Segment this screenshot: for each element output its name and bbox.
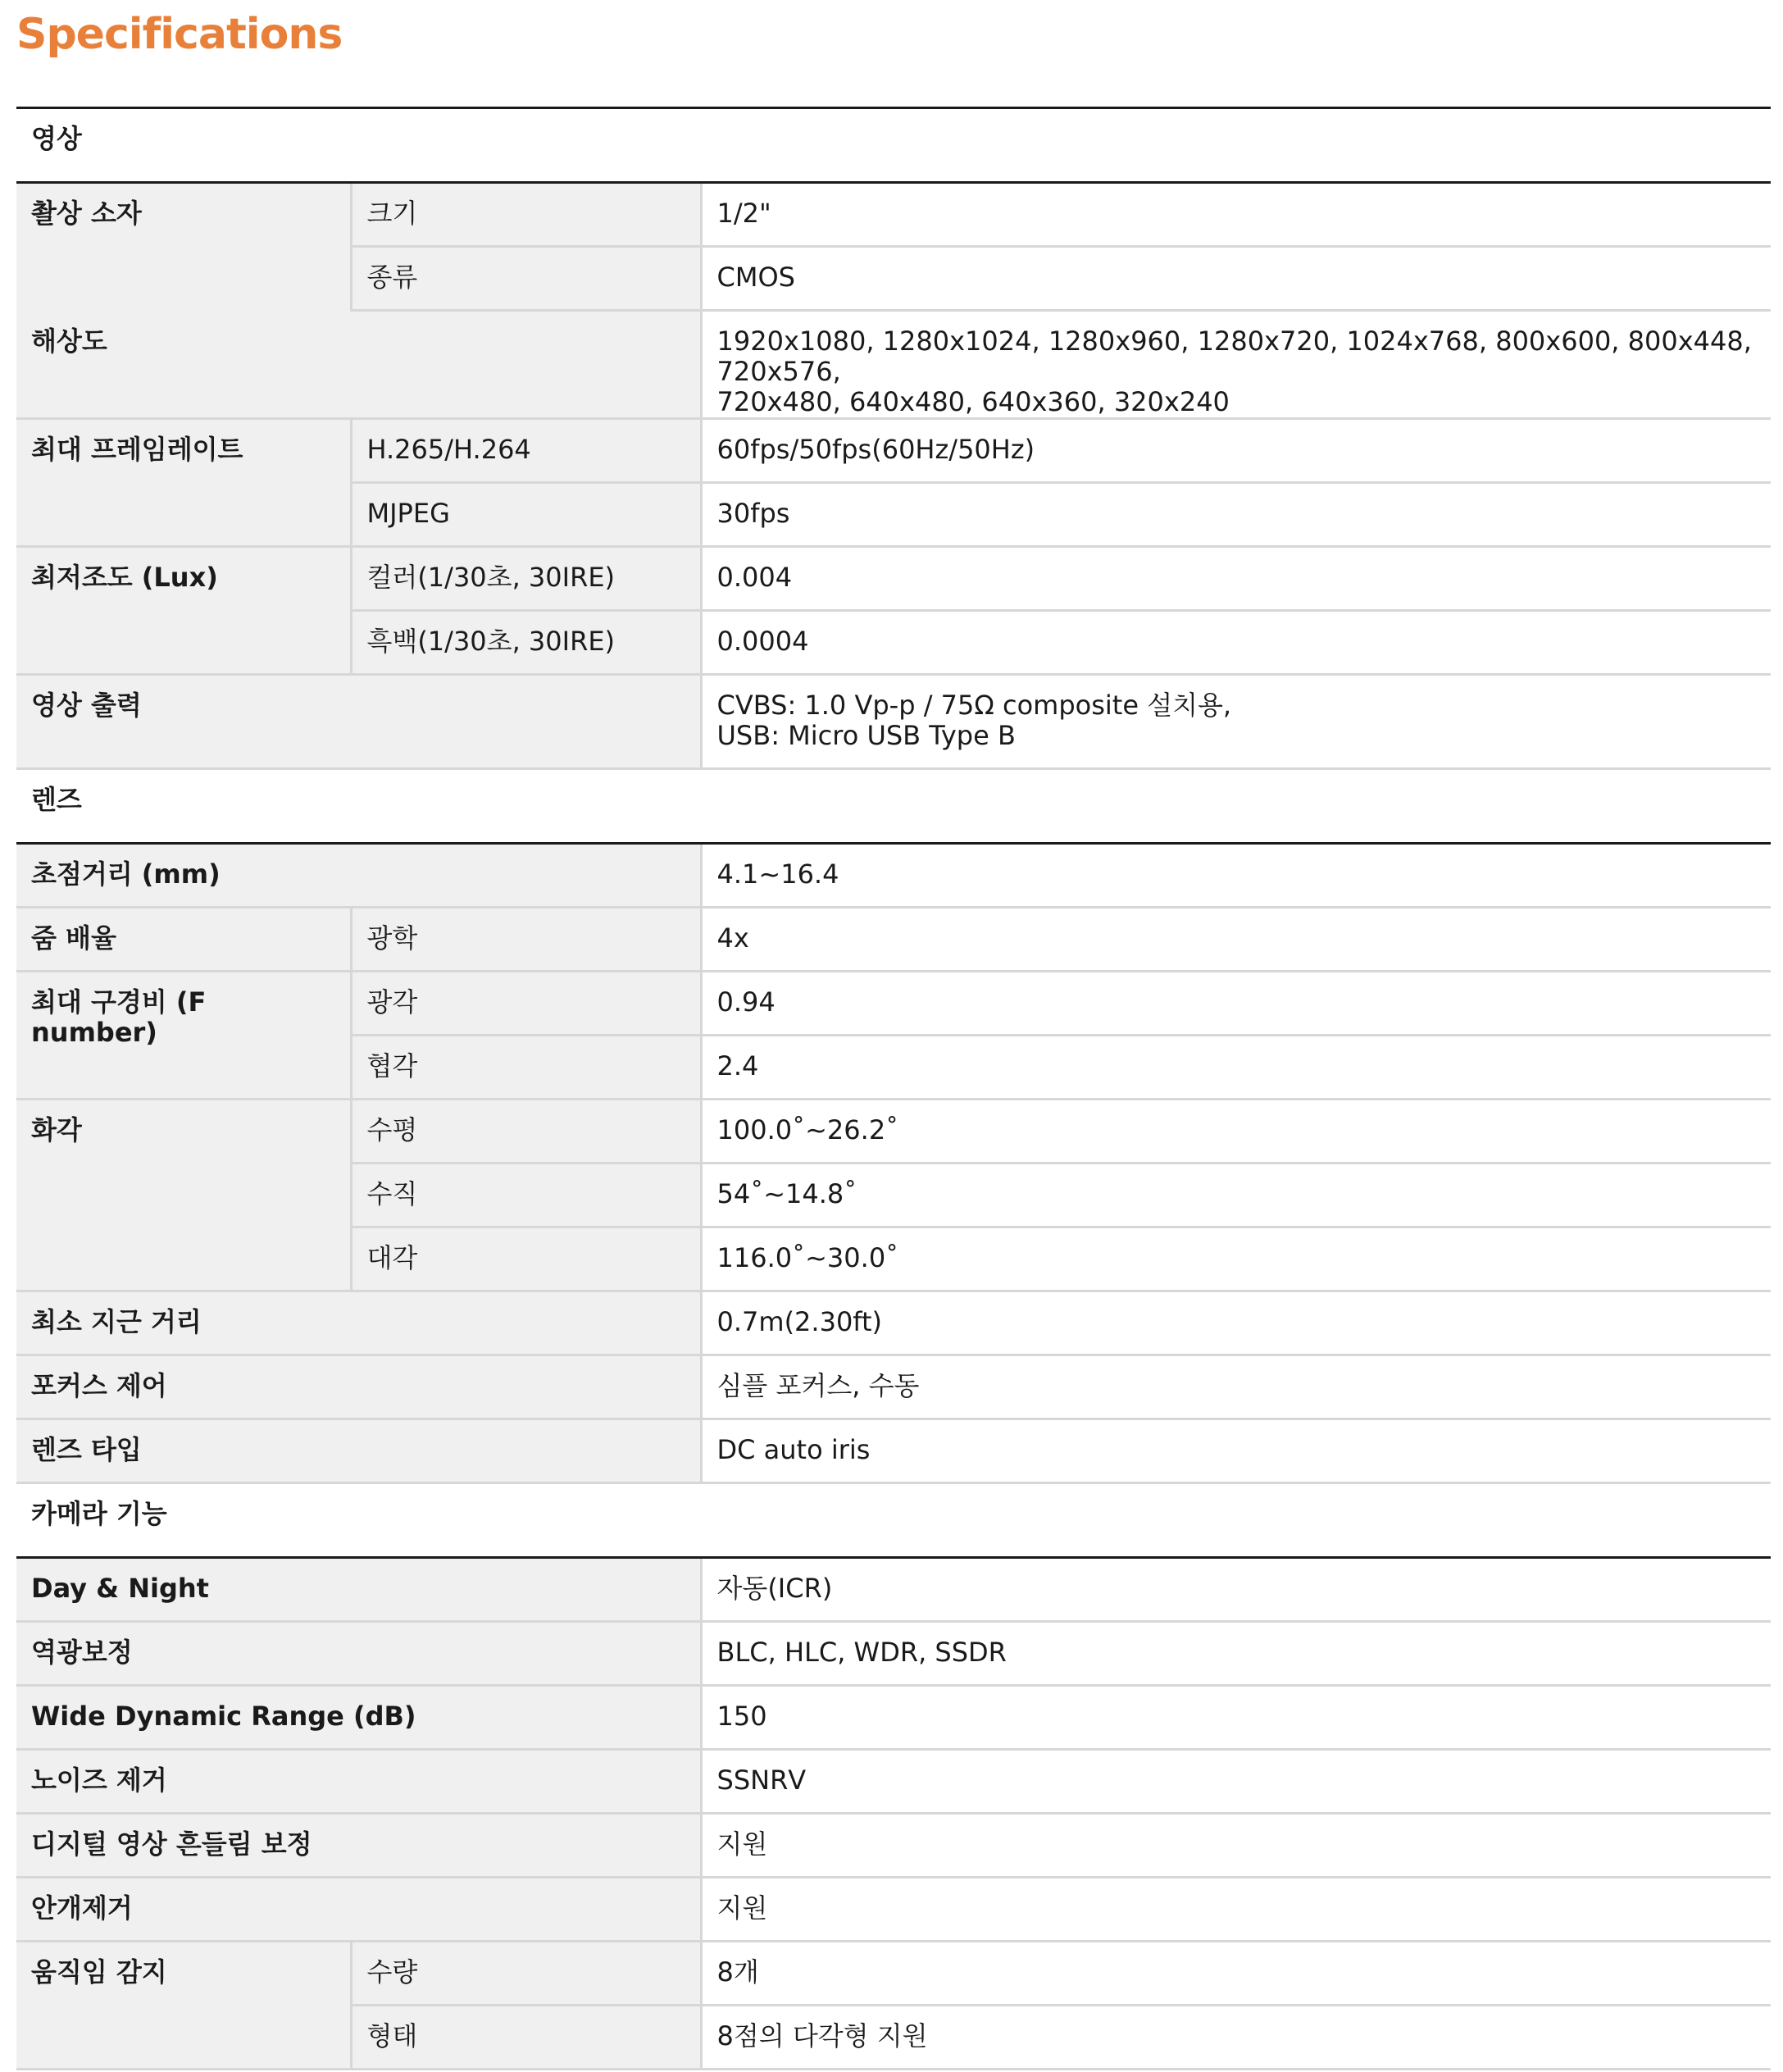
- spec-sublabel: 광각: [351, 972, 701, 1036]
- section-heading-lens: 렌즈: [16, 769, 1771, 844]
- spec-value: [701, 311, 1771, 419]
- spec-sublabel: 수평: [351, 1100, 701, 1164]
- spec-label: Wide Dynamic Range (dB): [16, 1686, 701, 1750]
- spec-value: 8개: [701, 1942, 1771, 2006]
- spec-label: 안개제거: [16, 1878, 701, 1942]
- spec-sublabel: 흑백(1/30초, 30IRE): [351, 611, 701, 675]
- spec-label: 렌즈 타입: [16, 1419, 701, 1483]
- spec-label: 초점거리 (mm): [16, 844, 701, 908]
- spec-label: 최대 프레임레이트: [16, 419, 351, 547]
- spec-label: 역광보정: [16, 1622, 701, 1686]
- spec-value-line: CVBS: 1.0 Vp-p / 75Ω composite 설치용,: [716, 690, 1232, 721]
- spec-value: 0.94: [701, 972, 1771, 1036]
- spec-sublabel: MJPEG: [351, 483, 701, 547]
- spec-sublabel: 광학: [351, 908, 701, 972]
- page-title: Specifications: [16, 10, 343, 59]
- spec-value-line: 720x480, 640x480, 640x360, 320x240: [716, 386, 1230, 417]
- spec-sublabel: 종류: [351, 247, 701, 311]
- spec-label: 노이즈 제거: [16, 1750, 701, 1814]
- spec-sublabel: 수량: [351, 1942, 701, 2006]
- spec-table: [16, 107, 1771, 2070]
- spec-label: Day & Night: [16, 1558, 701, 1622]
- spec-label: 최저조도 (Lux): [16, 547, 351, 675]
- spec-value: 100.0˚~26.2˚: [701, 1100, 1771, 1164]
- spec-value: 0.0004: [701, 611, 1771, 675]
- spec-value: 지원: [701, 1878, 1771, 1942]
- spec-value: 116.0˚~30.0˚: [701, 1227, 1771, 1291]
- spec-label: 촬상 소자: [16, 183, 351, 311]
- spec-label: 화각: [16, 1100, 351, 1291]
- spec-value: 30fps: [701, 483, 1771, 547]
- spec-value: 54˚~14.8˚: [701, 1164, 1771, 1227]
- spec-value: 심플 포커스, 수동: [701, 1355, 1771, 1419]
- spec-value: 자동(ICR): [701, 1558, 1771, 1622]
- spec-value: 지원: [701, 1814, 1771, 1878]
- section-heading-camera-functions: 카메라 기능: [16, 1483, 1771, 1558]
- spec-sublabel: 협각: [351, 1036, 701, 1100]
- spec-label: 포커스 제어: [16, 1355, 701, 1419]
- spec-value: SSNRⅤ: [701, 1750, 1771, 1814]
- spec-value-line: USB: Micro USB Type B: [716, 720, 1016, 751]
- spec-value: BLC, HLC, WDR, SSDR: [701, 1622, 1771, 1686]
- spec-value: 60fps/50fps(60Hz/50Hz): [701, 419, 1771, 483]
- spec-sublabel: 형태: [351, 2006, 701, 2070]
- spec-value: 0.004: [701, 547, 1771, 611]
- spec-label: 최소 지근 거리: [16, 1291, 701, 1355]
- spec-label: 해상도: [16, 311, 701, 419]
- spec-value: 150: [701, 1686, 1771, 1750]
- spec-value: 2.4: [701, 1036, 1771, 1100]
- spec-value: DC auto iris: [701, 1419, 1771, 1483]
- spec-value: 8점의 다각형 지원: [701, 2006, 1771, 2070]
- spec-sublabel: 대각: [351, 1227, 701, 1291]
- spec-label: 영상 출력: [16, 675, 701, 769]
- spec-label: 움직임 감지: [16, 1942, 351, 2070]
- spec-value-line: 1920x1080, 1280x1024, 1280x960, 1280x720, 1024x768, 800x600, 800x448, 720x576,: [716, 326, 1752, 387]
- spec-value: 1/2": [701, 183, 1771, 247]
- spec-label: 줌 배율: [16, 908, 351, 972]
- spec-sublabel: 수직: [351, 1164, 701, 1227]
- spec-sublabel: H.265/H.264: [351, 419, 701, 483]
- spec-sublabel: 컬러(1/30초, 30IRE): [351, 547, 701, 611]
- spec-label: 디지털 영상 흔들림 보정: [16, 1814, 701, 1878]
- spec-label: 최대 구경비 (F number): [16, 972, 351, 1100]
- spec-value: CMOS: [701, 247, 1771, 311]
- section-heading-video: 영상: [16, 108, 1771, 183]
- spec-sublabel: 크기: [351, 183, 701, 247]
- spec-value: [701, 675, 1771, 769]
- spec-value: 4x: [701, 908, 1771, 972]
- spec-value: 4.1~16.4: [701, 844, 1771, 908]
- spec-value: 0.7m(2.30ft): [701, 1291, 1771, 1355]
